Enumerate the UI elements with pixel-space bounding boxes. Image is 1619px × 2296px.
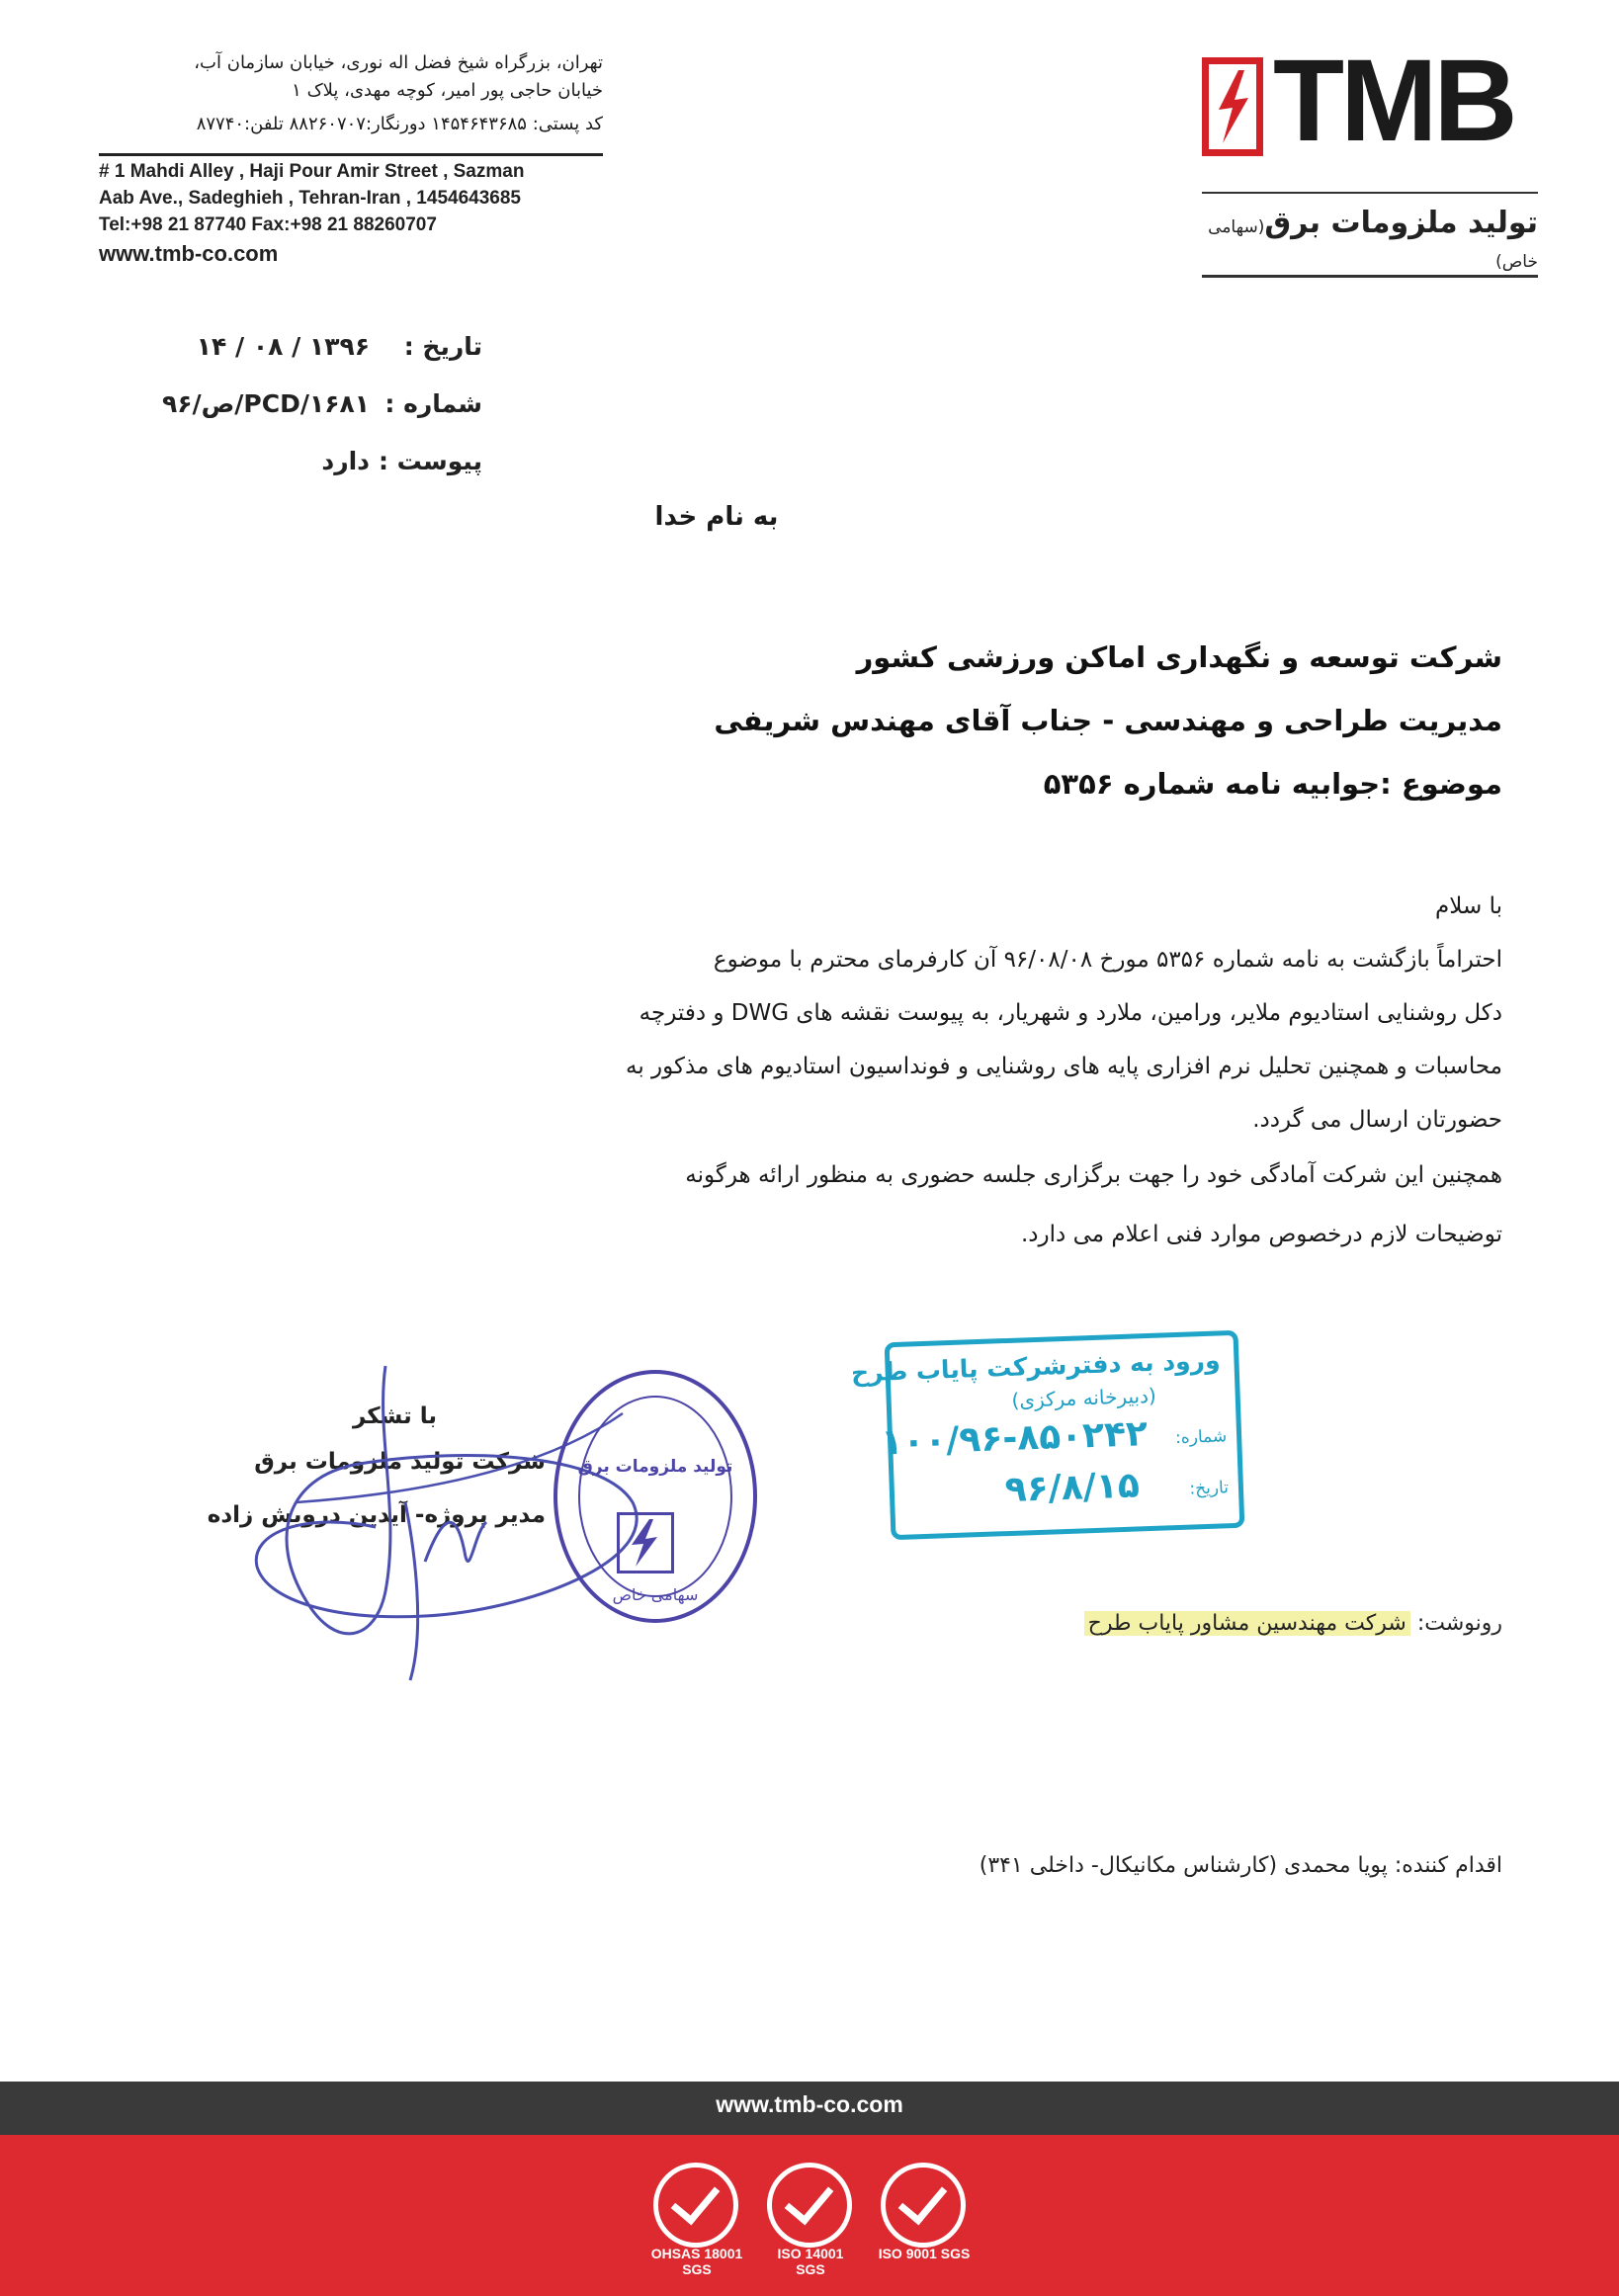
receipt-stamp-date-value: ۹۶/۸/۱۵	[1004, 1465, 1141, 1511]
footer-website: www.tmb-co.com	[716, 2091, 903, 2117]
attachment-label: پیوست :	[378, 447, 482, 475]
certification-caption: OHSAS 18001 SGS	[650, 2246, 743, 2277]
paragraph1-line-2: دکل روشنایی استادیوم ملایر، ورامین، ملارد و شهریار، به پیوست نقشه های DWG و دفترچه	[639, 1000, 1502, 1026]
address-fa-line-1: تهران، بزرگراه شیخ فضل اله نوری، خیابان سازمان آب،	[194, 52, 603, 73]
address-en-line-2: Aab Ave., Sadeghieh , Tehran-Iran , 1454643685	[99, 188, 521, 209]
letter-subject: موضوع :جوابیه نامه شماره ۵۳۵۶	[1043, 767, 1502, 801]
logo-divider-bottom	[1202, 275, 1538, 278]
address-en-line-3: Tel:+98 21 87740 Fax:+98 21 88260707	[99, 214, 437, 235]
paragraph1-line-4: حضورتان ارسال می گردد.	[1252, 1107, 1502, 1133]
address-divider	[99, 153, 603, 156]
closing-signatory: مدیر پروژه- آیدین درویش زاده	[207, 1502, 546, 1528]
cc-label: رونوشت:	[1416, 1611, 1502, 1636]
action-by: اقدام کننده: پویا محمدی (کارشناس مکانیکال- داخلی ۳۴۱)	[979, 1853, 1502, 1878]
paragraph2-line-1: همچنین این شرکت آمادگی خود را جهت برگزاری جلسه حضوری به منظور ارائه هرگونه	[685, 1162, 1502, 1188]
address-en-line-1: # 1 Mahdi Alley , Haji Pour Amir Street , Sazman	[99, 161, 525, 182]
checkmark-icon	[881, 2163, 966, 2248]
seal-ring-text: تولید ملزومات برق	[577, 1457, 733, 1477]
logo-tagline-main: تولید ملزومات برق	[1264, 206, 1538, 240]
number-value: PCD/۱۶۸۱/ص/۹۶	[161, 389, 370, 418]
greeting: با سلام	[1435, 893, 1502, 919]
closing-thanks: با تشکر	[352, 1403, 437, 1429]
receipt-stamp-title: ورود به دفترشرکت پایاب طرح	[850, 1345, 1221, 1388]
iso14001-certification-badge	[761, 2163, 860, 2277]
address-fa-line-3: کد پستی: ۱۴۵۴۶۴۳۶۸۵ دورنگار:۸۸۲۶۰۷۰۷ تلفن:۸۷۷۴۰	[196, 114, 603, 134]
tmb-logo-mark	[1202, 57, 1263, 156]
logo-wordmark: TMB	[1273, 36, 1514, 166]
receipt-stamp-number-label: شماره:	[1174, 1426, 1228, 1449]
receipt-stamp-number-value: ۱۰۰/۹۶-۸۵۰۲۴۲	[880, 1413, 1149, 1464]
address-fa-line-2: خیابان حاجی پور امیر، کوچه مهدی، پلاک ۱	[292, 80, 603, 101]
certification-caption: ISO 9001 SGS	[878, 2246, 971, 2261]
invocation: به نام خدا	[654, 502, 779, 532]
recipient-person: مدیریت طراحی و مهندسی - جناب آقای مهندس شریفی	[714, 704, 1502, 737]
date-value: ۱۳۹۶ / ۰۸ / ۱۴	[196, 332, 370, 361]
logo-divider-top	[1202, 192, 1538, 194]
closing-company: شرکت تولید ملزومات برق	[254, 1449, 546, 1475]
paragraph1-line-1: احتراماً بازگشت به نامه شماره ۵۳۵۶ مورخ ۹۶/۰۸/۰۸ آن کارفرمای محترم با موضوع	[713, 947, 1502, 973]
date-label: تاریخ :	[403, 332, 482, 361]
certification-caption: ISO 14001 SGS	[777, 2246, 844, 2277]
cc-line	[1084, 1611, 1502, 1636]
seal-bolt-icon	[620, 1515, 671, 1571]
ohsas-certification-badge	[647, 2163, 746, 2277]
number-label: شماره :	[384, 389, 482, 418]
seal-sub-text: سهامی خاص	[612, 1585, 699, 1604]
recipient-company: شرکت توسعه و نگهداری اماکن ورزشی کشور	[856, 640, 1502, 674]
logo-tagline	[1202, 206, 1538, 275]
cc-recipient: شرکت مهندسین مشاور پایاب طرح	[1084, 1611, 1410, 1636]
seal-logo-icon	[617, 1512, 674, 1573]
header-website: www.tmb-co.com	[99, 241, 279, 266]
attachment-value: دارد	[321, 447, 370, 475]
paragraph1-line-3: محاسبات و همچنین تحلیل نرم افزاری پایه های روشنایی و فونداسیون استادیوم های مذکور به	[626, 1054, 1502, 1079]
logo-tagline-small: (سهامی خاص)	[1208, 217, 1538, 272]
iso9001-certification-badge	[875, 2163, 974, 2269]
checkmark-icon	[767, 2163, 852, 2248]
receipt-stamp	[850, 1330, 1245, 1540]
receipt-stamp-subtitle: (دبیرخانه مرکزی)	[1011, 1383, 1157, 1412]
paragraph2-line-2: توضیحات لازم درخصوص موارد فنی اعلام می دارد.	[1020, 1222, 1502, 1247]
receipt-stamp-date-label: تاریخ:	[1189, 1478, 1230, 1499]
lightning-bolt-icon	[1209, 64, 1256, 149]
checkmark-icon	[653, 2163, 738, 2248]
